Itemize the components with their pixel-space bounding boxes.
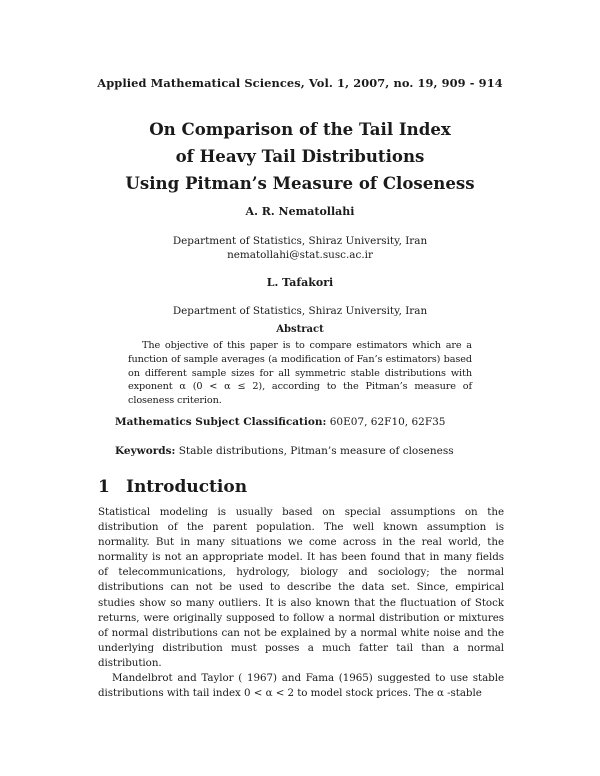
section-heading <box>98 477 247 497</box>
journal-header: Applied Mathematical Sciences, Vol. 1, 2007, no. 19, 909 - 914 <box>97 76 503 90</box>
msc-value: 60E07, 62F10, 62F35 <box>329 416 446 428</box>
paper-title <box>0 116 600 197</box>
title-line: On Comparison of the Tail Index <box>149 119 451 139</box>
abstract-text: The objective of this paper is to compare estimators which are a function of sample averages (a modification of Fan’s estimators) based on different sample sizes for all symmetric stable distributions with exponent α (0 < α ≤ 2), according to the Pitman’s measure of closeness criterion. <box>128 340 472 407</box>
author-name: A. R. Nematollahi <box>245 205 355 218</box>
title-line: Using Pitman’s Measure of Closeness <box>125 173 475 193</box>
body-text <box>98 505 504 701</box>
keywords-line <box>115 445 515 457</box>
author-affiliation: Department of Statistics, Shiraz University, Iran <box>172 235 428 247</box>
abstract-heading: Abstract <box>276 324 324 335</box>
section-number: 1 <box>98 477 110 497</box>
author-name: L. Tafakori <box>266 276 334 289</box>
title-line: of Heavy Tail Distributions <box>175 146 425 166</box>
msc-label: Mathematics Subject Classification: <box>115 416 327 428</box>
section-title: Introduction <box>126 477 248 497</box>
paragraph: Mandelbrot and Taylor ( 1967) and Fama (1965) suggested to use stable distributions with tail index 0 < α < 2 to model stock prices. The α -stable <box>98 672 504 700</box>
keywords-label: Keywords: <box>115 445 176 457</box>
keywords-value: Stable distributions, Pitman’s measure of closeness <box>178 445 454 457</box>
paragraph: Statistical modeling is usually based on special assumptions on the distribution of the parent population. The well known assumption is normality. But in many situations we come across in the real world, the normality is not an appropriate model. It has been found that in many fields of telecommunications, hydrology, biology and sociology; the normal distributions can not be used to describe the data set. Since, empirical studies show so many outliers. It is also known that the fluctuation of Stock returns, were originally supposed to follow a normal distribution or mixtures of normal distributions can not be explained by a normal white noise and the underlying distribution must posses a much fatter tail than a normal distribution. <box>98 506 504 669</box>
author-email: nematollahi@stat.susc.ac.ir <box>227 249 373 261</box>
author-affiliation: Department of Statistics, Shiraz University, Iran <box>172 305 428 317</box>
msc-line <box>115 416 515 428</box>
